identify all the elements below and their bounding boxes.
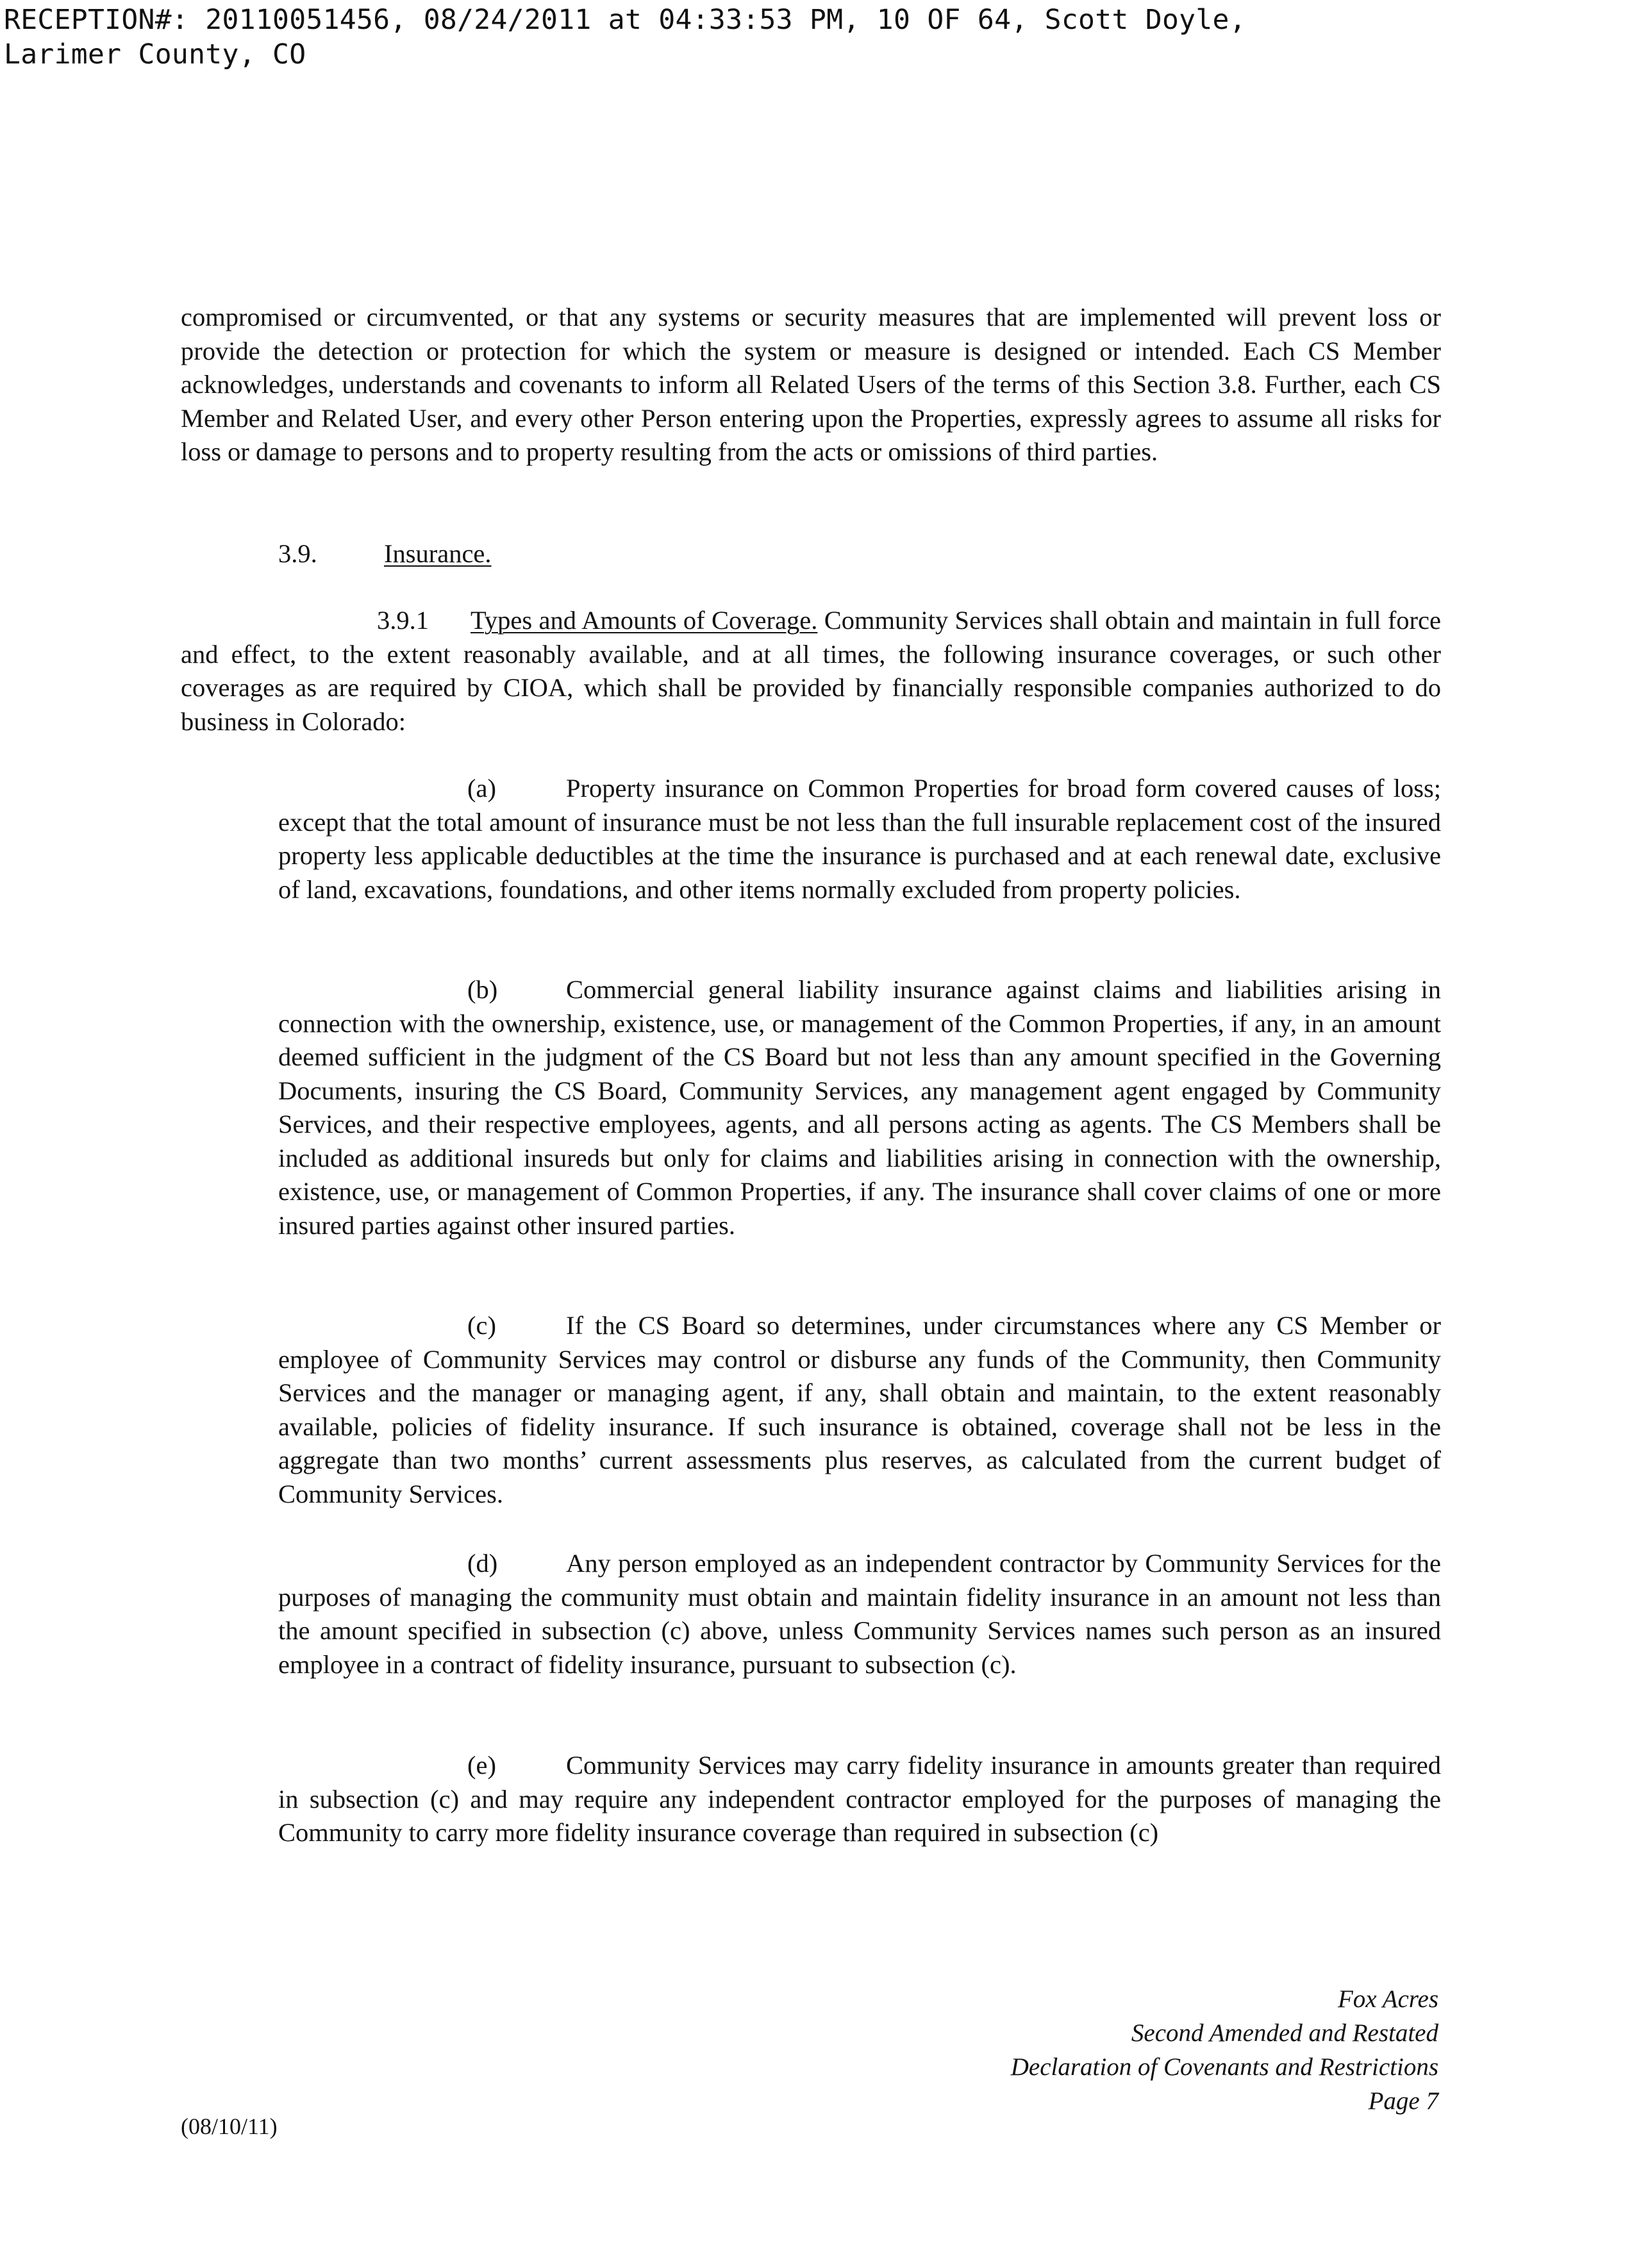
item-text: Property insurance on Common Properties for broad form covered causes of loss; except that the total amount of insurance must be not less than the full insurable replacement cost of the insured property less applicable deductibles at the time the insurance is purchased and at each renewal date, exclusive of land, excavations, foundations, and other items normally excluded from property policies. — [278, 774, 1441, 904]
item-label: (e) — [467, 1751, 496, 1780]
list-item — [278, 1309, 1441, 1511]
section-heading — [181, 537, 1441, 571]
list-item — [278, 772, 1441, 906]
footer-doc-name: Fox Acres — [1337, 1985, 1438, 2013]
section-title: Insurance. — [384, 539, 492, 568]
footer-doc-title-1: Second Amended and Restated — [1131, 2019, 1438, 2047]
footer-revision-date: (08/10/11) — [181, 2114, 278, 2139]
continuation-paragraph: compromised or circumvented, or that any systems or security measures that are implemented will prevent loss or provide the detection or protection for which the system or measure is designed or intended. Each CS Member acknowledges, understands and covenants to inform all Related Users of the terms of this Section 3.8. Further, each CS Member and Related User, and every other Person entering upon the Properties, expressly agrees to assume all risks for loss or damage to persons and to property resulting from the acts or omissions of third parties. — [181, 303, 1441, 466]
recording-stamp-line-1: RECEPTION#: 20110051456, 08/24/2011 at 04:33:53 PM, 10 OF 64, Scott Doyle, — [4, 4, 1246, 36]
recording-stamp — [4, 3, 1246, 72]
list-item — [278, 973, 1441, 1242]
list-item — [278, 1749, 1441, 1850]
item-text: Community Services may carry fidelity insurance in amounts greater than required in subsection (c) and may require any independent contractor employed for the purposes of managing the Community to carry more fidelity insurance coverage than required in subsection (c) — [278, 1751, 1441, 1847]
footer-doc-title-2: Declaration of Covenants and Restrictions — [1010, 2053, 1438, 2081]
item-text: If the CS Board so determines, under circumstances where any CS Member or employee of Community Services may control or disburse any funds of the Community, then Community Services and the manager or managing agent, if any, shall obtain and maintain, to the extent reasonably available, policies of fidelity insurance. If such insurance is obtained, coverage shall not be less in the aggregate than two months’ current assessments plus reserves, as calculated from the current budget of Community Services. — [278, 1311, 1441, 1508]
subsection-paragraph — [181, 604, 1441, 738]
section-number: 3.9. — [278, 539, 317, 568]
subsection-title: Types and Amounts of Coverage. — [471, 606, 818, 635]
item-text: Any person employed as an independent contractor by Community Services for the purposes of managing the community must obtain and maintain fidelity insurance in an amount not less than the amount specified in subsection (c) above, unless Community Services names such person as an insured employee in a contract of fidelity insurance, pursuant to subsection (c). — [278, 1549, 1441, 1679]
document-footer — [1011, 1982, 1438, 2118]
subsection-text: Community Services shall obtain and maintain in full force and effect, to the extent reasonably available, and at all times, the following insurance coverages, or such other coverages as are required by CIOA, which shall be provided by financially responsible companies authorized to do business in Colorado: — [181, 606, 1441, 736]
item-label: (a) — [467, 774, 496, 803]
list-item — [278, 1547, 1441, 1681]
item-label: (b) — [467, 975, 498, 1004]
item-text: Commercial general liability insurance against claims and liabilities arising in connection with the ownership, existence, use, or management of the Common Properties, if any, in an amount deemed sufficient in the judgment of the CS Board but not less than any amount specified in the Governing Documents, insuring the CS Board, Community Services, any management agent engaged by Community Services, and their respective employees, agents, and all persons acting as agents. The CS Members shall be included as additional insureds but only for claims and liabilities arising in connection with the ownership, existence, use, or management of Common Properties, if any. The insurance shall cover claims of one or more insured parties against other insured parties. — [278, 975, 1441, 1240]
subsection-number: 3.9.1 — [377, 606, 429, 635]
recording-stamp-line-2: Larimer County, CO — [4, 38, 306, 71]
item-label: (d) — [467, 1549, 498, 1578]
footer-page-number: Page 7 — [1368, 2087, 1438, 2115]
item-label: (c) — [467, 1311, 496, 1340]
